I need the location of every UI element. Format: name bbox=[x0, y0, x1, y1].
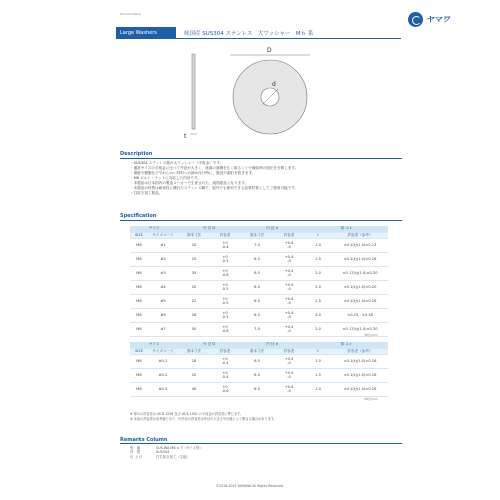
col-header: 許容差 bbox=[210, 232, 240, 238]
remarks-rule bbox=[120, 443, 402, 444]
tolerance-value: +0.4 bbox=[284, 310, 294, 315]
table-cell: M6 bbox=[130, 322, 148, 336]
tolerance-value: -0 bbox=[287, 315, 291, 319]
table-cell: 1.5 bbox=[304, 252, 332, 266]
remarks-key: 型 番 bbox=[130, 446, 141, 450]
dim-D-label: D bbox=[267, 47, 272, 54]
col-group-inner: 内 径 d bbox=[240, 342, 304, 348]
table-cell: 40 bbox=[178, 382, 210, 396]
tolerance-value: +0 bbox=[222, 282, 228, 287]
table-cell: 7.0 bbox=[240, 322, 274, 336]
header-bar bbox=[116, 27, 401, 39]
col-header: 基本寸法 bbox=[240, 348, 274, 354]
notes-list bbox=[130, 412, 390, 421]
table-cell: #1 bbox=[148, 238, 178, 252]
tolerance-value: -0 bbox=[287, 287, 291, 291]
washer-side-view bbox=[184, 54, 197, 140]
table-row bbox=[130, 322, 388, 336]
tolerance-value: -0.5 bbox=[221, 315, 229, 319]
col-header: 基本寸法 bbox=[178, 232, 210, 238]
col-header: サイズコード bbox=[148, 232, 178, 238]
tolerance-value: +0 bbox=[222, 324, 228, 329]
remarks-row bbox=[130, 455, 280, 459]
tolerance-value: -0 bbox=[287, 329, 291, 333]
tolerance-value: +0 bbox=[222, 254, 228, 259]
table-cell: 1.0 bbox=[304, 382, 332, 396]
table-cell: #0-1 bbox=[148, 354, 178, 368]
table-cell: ±0.1(t≦1.0)±0.16 bbox=[332, 382, 388, 396]
table-cell bbox=[274, 322, 304, 336]
washer-front-view bbox=[230, 47, 310, 134]
washer-drawing bbox=[180, 42, 320, 142]
table-cell: 20 bbox=[178, 238, 210, 252]
table-cell: M6 bbox=[130, 280, 148, 294]
table-row bbox=[130, 308, 388, 322]
table-cell bbox=[210, 308, 240, 322]
remarks-key: 材 質 bbox=[130, 450, 141, 455]
tolerance-value: -0 bbox=[287, 245, 291, 249]
table-cell: M6 bbox=[130, 238, 148, 252]
tolerance-value: +0 bbox=[222, 240, 228, 245]
table-cell: ±0.17(t≦1.0)±0.20 bbox=[332, 322, 388, 336]
col-group-thickness: 厚 み t bbox=[304, 342, 388, 348]
table-cell: 6.5 bbox=[240, 308, 274, 322]
table-cell: ±0.1(t≦1.0)±0.13 bbox=[332, 238, 388, 252]
table-cell: #7 bbox=[148, 322, 178, 336]
table-cell bbox=[210, 252, 240, 266]
spec-rule bbox=[120, 220, 402, 221]
spec-table-sub bbox=[130, 342, 388, 397]
table-cell: 6.5 bbox=[240, 294, 274, 308]
col-header: 許容差 bbox=[274, 232, 304, 238]
description-item: ・ SUS304 ステンレス製の大ワッシャー（平座金）です。 bbox=[130, 161, 390, 166]
spec-title: Specification bbox=[120, 213, 157, 219]
table-cell: 20 bbox=[178, 280, 210, 294]
table-cell: 22 bbox=[178, 294, 210, 308]
description-rule bbox=[120, 158, 402, 159]
table-cell: 6.5 bbox=[240, 382, 274, 396]
table-cell bbox=[274, 308, 304, 322]
spec-table-main bbox=[130, 226, 388, 337]
tolerance-value: +0 bbox=[222, 310, 228, 315]
tolerance-value: -0.8 bbox=[221, 329, 229, 333]
logo-mark-icon bbox=[408, 12, 423, 27]
table-cell: 35 bbox=[178, 266, 210, 280]
table-cell: 2.0 bbox=[304, 266, 332, 280]
dim-t-label: t bbox=[184, 133, 187, 140]
table-cell: 6.5 bbox=[240, 354, 274, 368]
tolerance-value: -0.4 bbox=[221, 361, 229, 365]
remarks-list bbox=[130, 446, 280, 459]
top-note: Product Name bbox=[120, 12, 142, 16]
table-cell: 3.0 bbox=[304, 308, 332, 322]
description-item: ・ 本製品の材質は耐食性に優れたステンレス鋼で、屋外でも使用できる品質材質としてご使用可能です。 bbox=[130, 186, 390, 191]
table-cell: 25 bbox=[178, 252, 210, 266]
logo-text: ヤマワ bbox=[426, 14, 450, 24]
table-cell: 2.0 bbox=[304, 322, 332, 336]
dim-d-label: d bbox=[272, 81, 276, 88]
tolerance-value: -0.6 bbox=[221, 389, 229, 393]
table-row bbox=[130, 354, 388, 368]
col-group-inner: 内 径 d bbox=[240, 226, 304, 232]
page-title: 純国産 SUS304 ステンレス 大ワッシャー M６ 系 bbox=[184, 30, 314, 37]
table-cell: 50 bbox=[178, 322, 210, 336]
unit-note-sub: （単位mm） bbox=[362, 397, 380, 401]
table-cell: 26 bbox=[178, 308, 210, 322]
table-cell bbox=[274, 382, 304, 396]
table-cell bbox=[210, 368, 240, 382]
table-cell: #3 bbox=[148, 266, 178, 280]
note-item: ※ 本表の許容差は参考値であり、内外径の許容差は外径の大きさや仕様により異なる場合があります。 bbox=[130, 417, 390, 422]
table-cell: ±0.1(t≦1.0)±0.20 bbox=[332, 280, 388, 294]
unit-note-main: （単位mm） bbox=[362, 333, 380, 337]
tolerance-value: +0.4 bbox=[284, 296, 294, 301]
col-header: 基本寸法 bbox=[178, 348, 210, 354]
table-cell: #0-3 bbox=[148, 382, 178, 396]
table-cell: M6 bbox=[130, 354, 148, 368]
table-cell: #4 bbox=[148, 280, 178, 294]
table-cell: ±0.1(t≦1.0)±0.16 bbox=[332, 368, 388, 382]
tolerance-value: +0 bbox=[222, 356, 228, 361]
tolerance-value: -0.5 bbox=[221, 301, 229, 305]
table-cell: ±0.25，±0.18 bbox=[332, 308, 388, 322]
col-header: 許容差（参考） bbox=[332, 348, 388, 354]
table-cell bbox=[274, 368, 304, 382]
tolerance-value: -0 bbox=[287, 361, 291, 365]
table-cell: M6 bbox=[130, 294, 148, 308]
table-cell: #2 bbox=[148, 252, 178, 266]
table-cell: 2.0 bbox=[304, 280, 332, 294]
table-cell: 1.5 bbox=[304, 368, 332, 382]
col-group-outer: 外 径 D bbox=[178, 342, 240, 348]
tolerance-value: -0 bbox=[287, 273, 291, 277]
tolerance-value: -0.4 bbox=[221, 245, 229, 249]
table-cell: #0-2 bbox=[148, 368, 178, 382]
col-header: サイズコード bbox=[148, 348, 178, 354]
description-list bbox=[130, 161, 390, 196]
table-row bbox=[130, 266, 388, 280]
remarks-value: 打ち抜き加工（生地） bbox=[156, 454, 190, 459]
tolerance-value: -0 bbox=[287, 301, 291, 305]
table-cell: #6 bbox=[148, 308, 178, 322]
remarks-value: SUS-WA M6 × T（サイズ別） bbox=[156, 446, 203, 450]
table-cell bbox=[274, 238, 304, 252]
table-cell: 6.5 bbox=[240, 252, 274, 266]
table-cell: ±0.17(t≦1.0)±0.20 bbox=[332, 266, 388, 280]
table-cell: 1.0 bbox=[304, 354, 332, 368]
table-cell bbox=[210, 382, 240, 396]
table-cell: ±0.1(t≦1.0)±0.16 bbox=[332, 354, 388, 368]
table-cell bbox=[274, 294, 304, 308]
table-cell: M6 bbox=[130, 382, 148, 396]
table-cell: ±0.1(t≦1.0)±0.16 bbox=[332, 252, 388, 266]
tolerance-value: -0 bbox=[287, 389, 291, 393]
remarks-key: 仕 上 げ bbox=[130, 454, 143, 459]
table-cell: 6.5 bbox=[240, 368, 274, 382]
tolerance-value: +0 bbox=[222, 268, 228, 273]
col-header: 基本寸法 bbox=[240, 232, 274, 238]
table-cell: 20 bbox=[178, 368, 210, 382]
table-cell: 6.5 bbox=[240, 266, 274, 280]
remarks-title: Remarks Column bbox=[120, 437, 168, 443]
brand-logo[interactable] bbox=[408, 10, 478, 28]
tolerance-value: +0.4 bbox=[284, 240, 294, 245]
tolerance-value: -0.4 bbox=[221, 375, 229, 379]
col-group-outer: 外 径 D bbox=[178, 226, 240, 232]
col-header: 許容差 bbox=[210, 348, 240, 354]
col-header: 許容差 bbox=[274, 348, 304, 354]
table-cell bbox=[210, 266, 240, 280]
tolerance-value: -0.6 bbox=[221, 273, 229, 277]
table-cell: #5 bbox=[148, 294, 178, 308]
table-row bbox=[130, 280, 388, 294]
tolerance-value: +0.4 bbox=[284, 282, 294, 287]
col-header: 許容差（参考） bbox=[332, 232, 388, 238]
tolerance-value: +0.4 bbox=[284, 254, 294, 259]
tolerance-value: +0.4 bbox=[284, 324, 294, 329]
table-cell: 6.5 bbox=[240, 280, 274, 294]
table-cell: M6 bbox=[130, 266, 148, 280]
description-title: Description bbox=[120, 151, 153, 157]
tolerance-value: +0.4 bbox=[284, 384, 294, 389]
table-cell: M6 bbox=[130, 252, 148, 266]
description-item: ・ M6 ボルト・ナットに対応した内径です。 bbox=[130, 176, 390, 181]
table-cell bbox=[274, 266, 304, 280]
table-cell bbox=[210, 322, 240, 336]
tolerance-value: -0.5 bbox=[221, 259, 229, 263]
col-group-thickness: 厚 み t bbox=[304, 226, 388, 232]
tolerance-value: +0.4 bbox=[284, 370, 294, 375]
table-cell bbox=[210, 354, 240, 368]
tolerance-value: +0.4 bbox=[284, 356, 294, 361]
tolerance-value: +0 bbox=[222, 296, 228, 301]
tolerance-value: +0 bbox=[222, 370, 228, 375]
table-cell: M6 bbox=[130, 308, 148, 322]
footer-copyright: ©2016-2025 YAMAWA All Rights Reserved. bbox=[215, 484, 285, 488]
table-cell bbox=[274, 354, 304, 368]
tolerance-value: +0 bbox=[222, 384, 228, 389]
table-cell bbox=[274, 280, 304, 294]
col-header: SIZE bbox=[130, 232, 148, 238]
table-cell: 7.0 bbox=[240, 238, 274, 252]
col-header: SIZE bbox=[130, 348, 148, 354]
col-header: t bbox=[304, 232, 332, 238]
table-cell bbox=[210, 238, 240, 252]
table-row bbox=[130, 252, 388, 266]
table-row bbox=[130, 294, 388, 308]
table-cell bbox=[210, 294, 240, 308]
tolerance-value: -0 bbox=[287, 259, 291, 263]
header-tab: Large Washers bbox=[116, 27, 176, 38]
description-item: ・ 通常サイズの平座金に比べて外径が大きく、座面の面積を広く取ることで締結時の面圧を分散します。 bbox=[130, 166, 390, 171]
tolerance-value: -0.5 bbox=[221, 287, 229, 291]
col-group-size: サイズ bbox=[130, 342, 178, 348]
tolerance-value: +0.4 bbox=[284, 268, 294, 273]
table-cell: 1.5 bbox=[304, 294, 332, 308]
table-cell bbox=[274, 252, 304, 266]
table-cell: 18 bbox=[178, 354, 210, 368]
table-row bbox=[130, 238, 388, 252]
col-header: t bbox=[304, 348, 332, 354]
table-cell: ±0.1(t≦1.0)±0.16 bbox=[332, 294, 388, 308]
description-item: ・ 本製品は日本国内の製造メーカーで生産された、純国産品となります。 bbox=[130, 181, 390, 186]
table-row bbox=[130, 382, 388, 396]
table-cell: 1.0 bbox=[304, 238, 332, 252]
note-item: ※ 厚みの許容差は JIS B 1256 及び JIS B 1001 の平座金の許容差に準じます。 bbox=[130, 412, 390, 417]
table-cell bbox=[210, 280, 240, 294]
table-cell: M6 bbox=[130, 368, 148, 382]
description-item: ・ 薄板や樹脂などやわらかい材料への締め付け時に、陥没や割れを防ぎます。 bbox=[130, 171, 390, 176]
description-item: ・ 打抜き加工製品。 bbox=[130, 191, 390, 196]
remarks-value: SUS304 bbox=[156, 450, 170, 455]
tolerance-value: -0 bbox=[287, 375, 291, 379]
table-row bbox=[130, 368, 388, 382]
col-group-size: サイズ bbox=[130, 226, 178, 232]
